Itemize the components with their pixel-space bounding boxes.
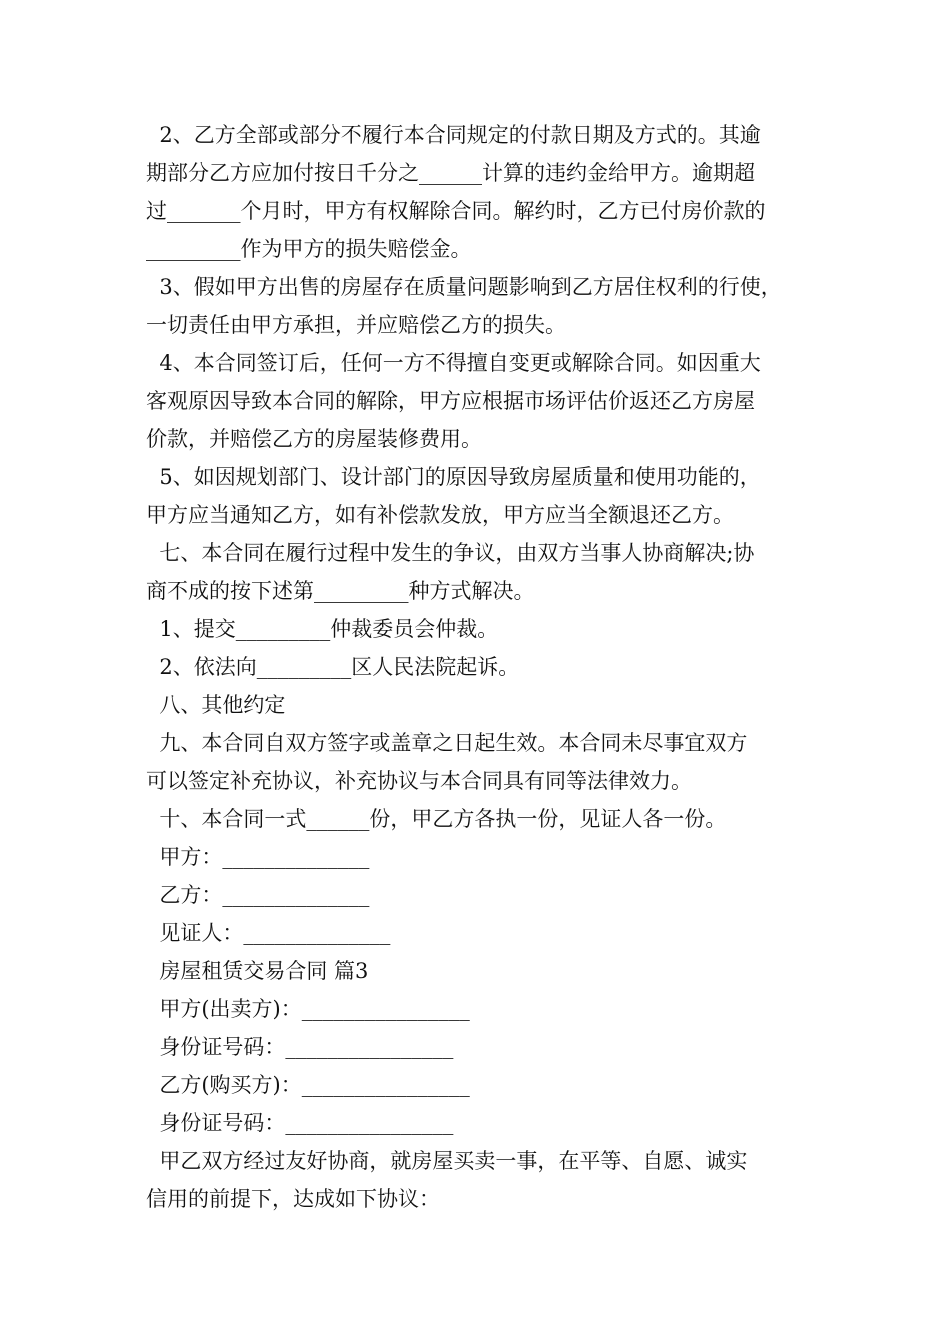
clause-2-line-2: 期部分乙方应加付按日千分之______计算的违约金给甲方。逾期超 [146,161,755,185]
buyer-field: 乙方(购买方)：________________ [146,1073,470,1097]
article-9-line-1: 九、本合同自双方签字或盖章之日起生效。本合同未尽事宜双方 [146,731,748,755]
seller-id-field: 身份证号码：________________ [146,1035,454,1059]
clause-2-line-4: _________作为甲方的损失赔偿金。 [146,237,472,261]
article-7-option-1: 1、提交_________仲裁委员会仲裁。 [146,617,499,641]
preamble-line-2: 信用的前提下，达成如下协议： [146,1187,440,1211]
clause-3-line-1: 3、假如甲方出售的房屋存在质量问题影响到乙方居住权利的行使， [146,275,782,299]
clause-5-line-2: 甲方应当通知乙方，如有补偿款发放，甲方应当全额退还乙方。 [146,503,734,527]
clause-4-line-3: 价款，并赔偿乙方的房屋装修费用。 [146,427,482,451]
article-7-line-1: 七、本合同在履行过程中发生的争议，由双方当事人协商解决;协 [146,541,755,565]
clause-4-line-2: 客观原因导致本合同的解除，甲方应根据市场评估价返还乙方房屋 [146,389,755,413]
section-title: 房屋租赁交易合同 篇3 [146,959,369,983]
clause-3-line-2: 一切责任由甲方承担，并应赔偿乙方的损失。 [146,313,566,337]
article-10-line: 十、本合同一式______份，甲乙方各执一份，见证人各一份。 [146,807,727,831]
party-b-signature: 乙方：______________ [146,883,370,907]
contract-text [146,116,826,1218]
article-9-line-2: 可以签定补充协议，补充协议与本合同具有同等法律效力。 [146,769,692,793]
witness-signature: 见证人：______________ [146,921,391,945]
clause-2-line-3: 过_______个月时，甲方有权解除合同。解约时，乙方已付房价款的 [146,199,766,223]
article-7-option-2: 2、依法向_________区人民法院起诉。 [146,655,520,679]
seller-field: 甲方(出卖方)：________________ [146,997,470,1021]
article-7-line-2: 商不成的按下述第_________种方式解决。 [146,579,535,603]
clause-5-line-1: 5、如因规划部门、设计部门的原因导致房屋质量和使用功能的， [146,465,761,489]
article-8-heading: 八、其他约定 [146,693,286,717]
clause-4-line-1: 4、本合同签订后，任何一方不得擅自变更或解除合同。如因重大 [146,351,761,375]
clause-2-line-1: 2、乙方全部或部分不履行本合同规定的付款日期及方式的。其逾 [146,123,761,147]
party-a-signature: 甲方：______________ [146,845,370,869]
preamble-line-1: 甲乙双方经过友好协商，就房屋买卖一事，在平等、自愿、诚实 [146,1149,748,1173]
buyer-id-field: 身份证号码：________________ [146,1111,454,1135]
